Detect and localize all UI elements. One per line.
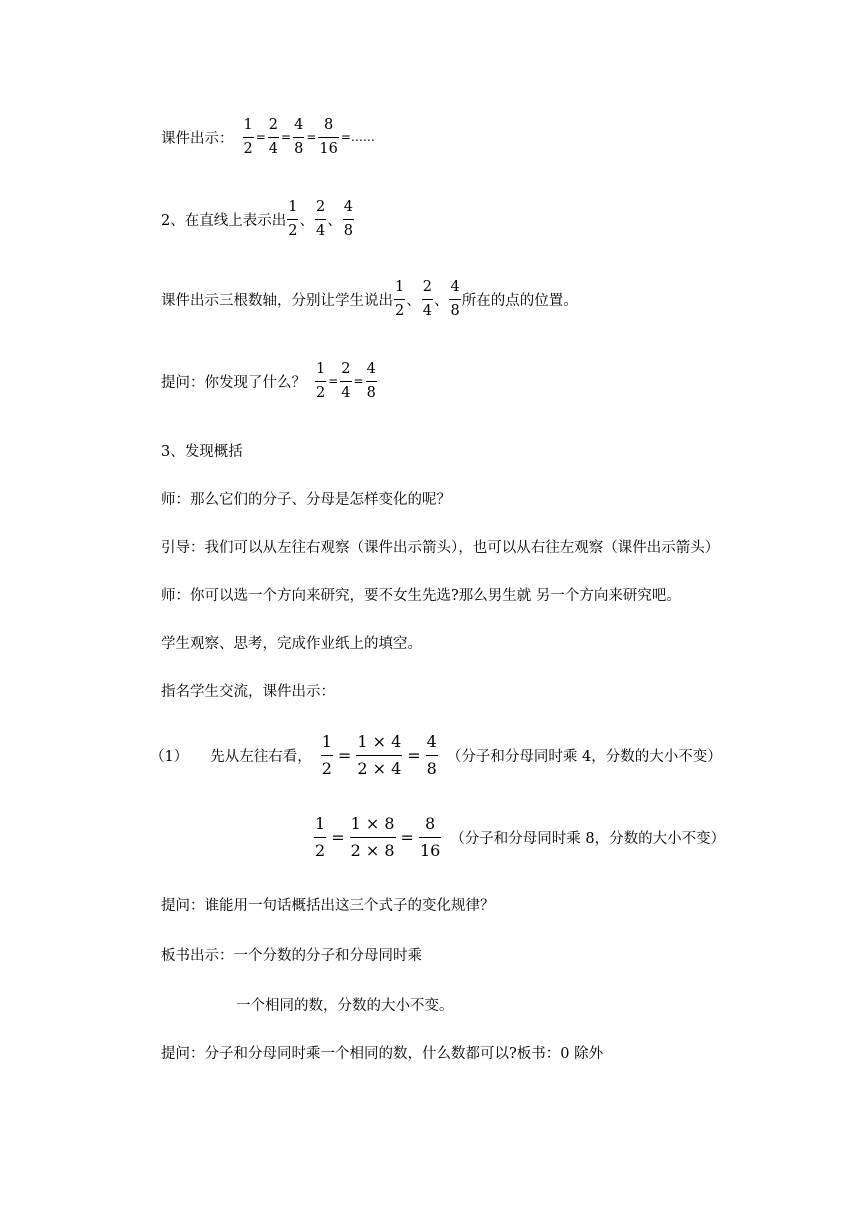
fraction: $\frac{8}{16}$ xyxy=(319,117,338,157)
equals-sign: = xyxy=(400,828,414,847)
fraction: $\frac{4}{8}$ xyxy=(366,361,376,401)
fraction: $\frac{1}{2}$ xyxy=(288,199,298,239)
courseware-equivalent-fractions xyxy=(161,118,376,156)
text-suffix: 所在的点的位置。 xyxy=(461,292,578,309)
question-zero-exception: 提问：分子和分母同时乘一个相同的数，什么数都可以?板书：0 除外 xyxy=(161,1046,604,1062)
courseware-number-axes xyxy=(161,280,578,318)
teacher-question-2: 师：你可以选一个方向来研究，要不女生先选?那么男生就 另一个方向来研究吧。 xyxy=(161,588,681,604)
fraction: $\frac{1 \times 8}{2 \times 8}$ xyxy=(350,814,395,860)
fraction: $\frac{4}{8}$ xyxy=(343,199,353,239)
fraction: $\frac{1}{2}$ xyxy=(315,814,326,860)
fraction: $\frac{1}{2}$ xyxy=(395,279,405,319)
question-summary: 提问：谁能用一句话概括出这三个式子的变化规律？ xyxy=(161,898,495,914)
fraction: $\frac{4}{8}$ xyxy=(450,279,460,319)
fraction: $\frac{2}{4}$ xyxy=(268,117,279,157)
equals-sign: = xyxy=(281,130,292,144)
separator: 、 xyxy=(299,212,314,229)
fraction: $\frac{1 \times 4}{2 \times 4}$ xyxy=(357,732,402,778)
expression-2 xyxy=(313,816,725,859)
fraction: $\frac{2}{4}$ xyxy=(341,361,351,401)
label-text: 课件出示： xyxy=(161,130,234,147)
item-2-number-line xyxy=(161,200,355,238)
question-text: 提问：你发现了什么？ xyxy=(161,374,306,391)
item-3-heading: 3、发现概括 xyxy=(161,444,243,460)
step-number: （1） xyxy=(150,749,189,765)
separator: 、 xyxy=(406,292,421,309)
fraction: $\frac{1}{2}$ xyxy=(243,117,253,157)
student-exchange: 指名学生交流，课件出示： xyxy=(161,684,335,700)
text-prefix: 课件出示三根数轴，分别让学生说出 xyxy=(161,292,393,309)
board-text-1: 板书出示：一个分数的分子和分母同时乘 xyxy=(161,948,422,964)
equals-sign: = xyxy=(306,130,317,144)
expression-note: （分子和分母同时乘 4，分数的大小不变） xyxy=(446,749,722,765)
fraction: $\frac{2}{4}$ xyxy=(315,199,326,239)
expression-1 xyxy=(150,734,722,777)
equals-sign: = xyxy=(337,746,352,765)
fraction: $\frac{1}{2}$ xyxy=(321,732,332,778)
separator: 、 xyxy=(327,212,342,229)
question-what-discovered xyxy=(161,362,378,400)
fraction: $\frac{1}{2}$ xyxy=(316,361,326,401)
fraction: $\frac{4}{8}$ xyxy=(294,117,304,157)
separator: 、 xyxy=(433,292,449,309)
equals-sign: = xyxy=(328,374,339,388)
ellipsis-text: =…… xyxy=(340,130,375,144)
guidance-text: 引导：我们可以从左往右观察（课件出示箭头），也可以从右往左观察（课件出示箭头） xyxy=(161,540,720,556)
fraction: $\frac{8}{16}$ xyxy=(419,814,441,860)
step-text: 先从左往右看， xyxy=(210,749,312,765)
students-activity: 学生观察、思考，完成作业纸上的填空。 xyxy=(161,636,422,652)
expression-note: （分子和分母同时乘 8，分数的大小不变） xyxy=(450,831,726,847)
equals-sign: = xyxy=(255,130,266,144)
equals-sign: = xyxy=(353,374,364,388)
board-text-2: 一个相同的数，分数的大小不变。 xyxy=(236,998,454,1014)
fraction: $\frac{4}{8}$ xyxy=(426,732,437,778)
fraction: $\frac{2}{4}$ xyxy=(422,279,432,319)
equals-sign: = xyxy=(331,828,345,847)
teacher-question-1: 师：那么它们的分子、分母是怎样变化的呢？ xyxy=(161,492,451,508)
item-text: 2、在直线上表示出 xyxy=(161,212,287,229)
equals-sign: = xyxy=(407,746,421,765)
